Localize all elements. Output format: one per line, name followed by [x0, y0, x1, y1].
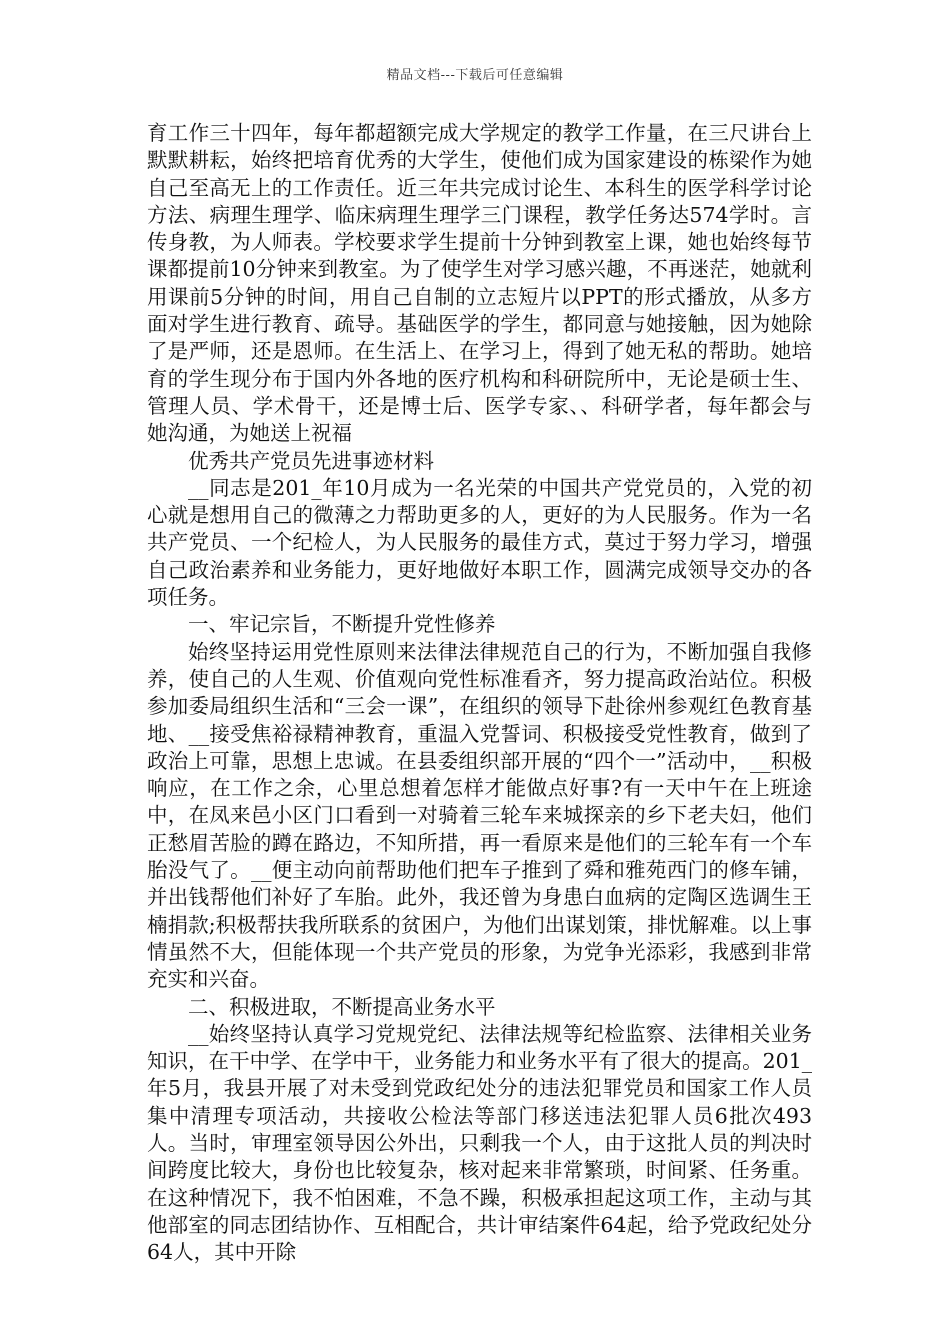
document-body — [147, 120, 812, 1266]
heading-two: 二、积极进取，不断提高业务水平 — [188, 994, 496, 1019]
section-title: 优秀共产党员先进事迹材料 — [188, 448, 434, 473]
paragraph-business: __始终坚持认真学习党规党纪、法律法规等纪检监察、法律相关业务知识，在干中学、在学中干，业务能力和业务水平有了很大的提高。201_年5月，我县开展了对未受到党政纪处分的违法犯罪党员和国家工作人员集中清理专项活动，共接收公检法等部门移送违法犯罪人员6批次493人。当时，审理室领导因公外出，只剩我一个人，由于这批人员的判决时间跨度比较大，身份也比较复杂，核对起来非常繁琐，时间紧、任务重。在这种情况下，我不怕困难，不急不躁，积极承担起这项工作，主动与其他部室的同志团结协作、互相配合，共计审结案件64起，给予党政纪处分64人，其中开除 — [147, 1021, 812, 1265]
paragraph-intro: __同志是201_年10月成为一名光荣的中国共产党党员的，入党的初心就是想用自己的微薄之力帮助更多的人，更好的为人民服务。作为一名共产党员、一个纪检人，为人民服务的最佳方式，莫过于努力学习，增强自己政治素养和业务能力，更好地做好本职工作，圆满完成领导交办的各项任务。 — [147, 475, 812, 610]
paragraph-teaching-record: 育工作三十四年，每年都超额完成大学规定的教学工作量，在三尺讲台上默默耕耘，始终把培育优秀的大学生，使他们成为国家建设的栋梁作为她自己至高无上的工作责任。近三年共完成讨论生、本科生的医学科学讨论方法、病理生理学、临床病理生理学三门课程，教学任务达574学时。言传身教，为人师表。学校要求学生提前十分钟到教室上课，她也始终每节课都提前10分钟来到教室。为了使学生对学习感兴趣，不再迷茫，她就利用课前5分钟的时间，用自己自制的立志短片以PPT的形式播放，从多方面对学生进行教育、疏导。基础医学的学生，都同意与她接触，因为她除了是严师，还是恩师。在生活上、在学习上，得到了她无私的帮助。她培育的学生现分布于国内外各地的医疗机构和科研院所中，无论是硕士生、管理人员、学术骨干，还是博士后、医学专家、、科研学者，每年都会与她沟通，为她送上祝福 — [147, 121, 812, 446]
paragraph-party-spirit: 始终坚持运用党性原则来法律法律规范自己的行为，不断加强自我修养，使自己的人生观、价值观向党性标准看齐，努力提高政治站位。积极参加委局组织生活和“三会一课”，在组织的领导下赴徐州参观红色教育基地、__接受焦裕禄精神教育，重温入党誓词、积极接受党性教育，做到了政治上可靠，思想上忠诚。在县委组织部开展的“四个一”活动中，__积极响应，在工作之余，心里总想着怎样才能做点好事?有一天中午在上班途中，在凤来邑小区门口看到一对骑着三轮车来城探亲的乡下老夫妇，他们正愁眉苦脸的蹲在路边，不知所措，再一看原来是他们的三轮车有一个车胎没气了。__便主动向前帮助他们把车子推到了舜和雅苑西门的修车铺，并出钱帮他们补好了车胎。此外，我还曾为身患白血病的定陶区选调生王楠捐款;积极帮扶我所联系的贫困户，为他们出谋划策，排忧解难。以上事情虽然不大，但能体现一个共产党员的形象，为党争光添彩，我感到非常充实和兴奋。 — [147, 639, 812, 992]
heading-one: 一、牢记宗旨，不断提升党性修养 — [188, 612, 496, 637]
page-header: 精品文档---下载后可任意编辑 — [386, 68, 564, 83]
